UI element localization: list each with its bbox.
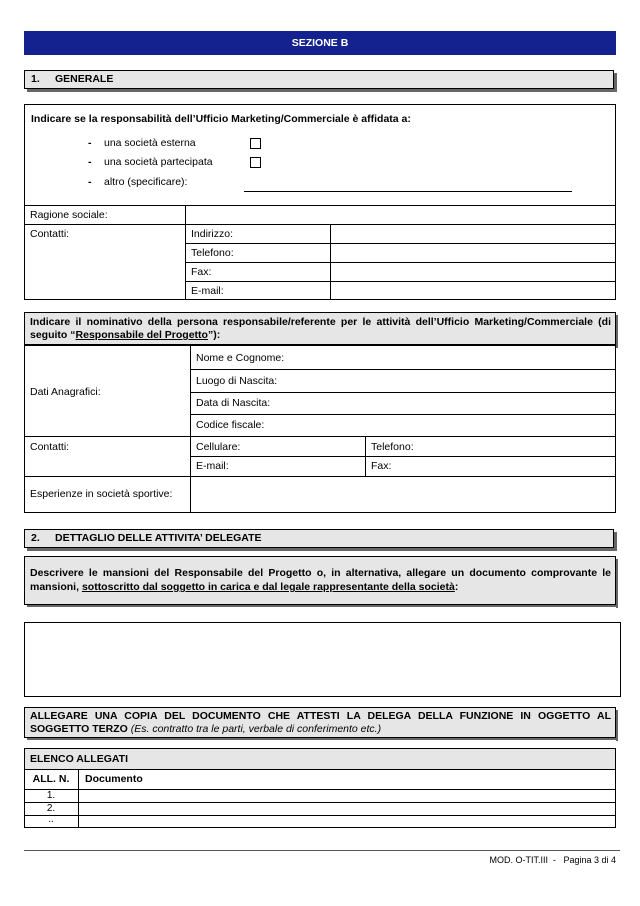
- section-1-title: GENERALE: [55, 73, 114, 85]
- email-label: E-mail:: [191, 285, 224, 297]
- divider: [24, 436, 616, 437]
- mansioni-answer-field[interactable]: [24, 622, 621, 697]
- mansioni-text-a: Descrivere le mansioni del Responsabile del Progetto o, in alternativa, allegare un documento comprovante le mansioni,: [30, 567, 611, 593]
- email-field[interactable]: [331, 282, 615, 299]
- data-nascita-label: Data di Nascita:: [196, 397, 271, 409]
- divider: [190, 456, 616, 457]
- shadow: [27, 605, 618, 607]
- cellulare-label[interactable]: Cellulare:: [196, 441, 241, 453]
- documento-field-2[interactable]: [79, 803, 615, 815]
- ragione-sociale-label: Ragione sociale:: [30, 209, 108, 221]
- col-all-n-header: ALL. N.: [32, 773, 70, 785]
- telefono-field[interactable]: [331, 244, 615, 261]
- divider: [24, 769, 616, 770]
- telefono-responsabile-label[interactable]: Telefono:: [371, 441, 414, 453]
- luogo-nascita-field[interactable]: [300, 370, 615, 391]
- intro-text-end: ”):: [207, 329, 221, 341]
- row-number: ..: [48, 814, 54, 825]
- row-number: 1.: [46, 790, 56, 801]
- option-label-partecipata: una società partecipata: [104, 156, 213, 168]
- footer-page-info: MOD. O-TIT.III - Pagina 3 di 4: [489, 855, 616, 865]
- footer-rule: [24, 850, 620, 851]
- section-2-header: [24, 529, 614, 548]
- data-nascita-field[interactable]: [300, 393, 615, 413]
- section-2-number: 2.: [31, 532, 40, 544]
- altro-specificare-field[interactable]: [244, 191, 572, 192]
- esperienze-field[interactable]: [191, 477, 615, 512]
- intro-text: Indicare il nominativo della persona responsabile/referente per le attività dell’Ufficio Marketing/Commerciale (di seguito “: [30, 316, 611, 341]
- checkbox-societa-partecipata[interactable]: [250, 157, 261, 168]
- responsabile-intro: [30, 316, 611, 342]
- option-label-altro: altro (specificare):: [104, 176, 188, 188]
- indirizzo-field[interactable]: [331, 225, 615, 242]
- col-documento-header: Documento: [85, 773, 143, 785]
- contatti-label: Contatti:: [30, 228, 70, 240]
- mansioni-text-b: :: [454, 581, 459, 593]
- shadow: [616, 559, 618, 608]
- section-2-title: DETTAGLIO DELLE ATTIVITA’ DELEGATE: [55, 532, 262, 544]
- elenco-title: ELENCO ALLEGATI: [30, 753, 128, 765]
- allegare-bold: ALLEGARE UNA COPIA DEL DOCUMENTO CHE ATTESTI LA DELEGA DELLA FUNZIONE IN OGGETTO AL SOGGETTO TERZO: [30, 710, 611, 735]
- allegare-text: [30, 710, 611, 736]
- option-dash: -: [88, 137, 92, 149]
- option-dash: -: [88, 176, 92, 188]
- luogo-nascita-label: Luogo di Nascita:: [196, 375, 278, 387]
- shadow: [616, 315, 618, 348]
- fax-responsabile-label[interactable]: Fax:: [371, 460, 392, 472]
- indirizzo-label: Indirizzo:: [191, 228, 234, 240]
- nome-cognome-field[interactable]: [300, 346, 615, 368]
- section-1-number: 1.: [31, 73, 40, 85]
- codice-fiscale-label: Codice fiscale:: [196, 419, 265, 431]
- fax-label: Fax:: [191, 266, 212, 278]
- intro-underlined: Responsabile del Progetto: [75, 329, 208, 341]
- option-label-esterna: una società esterna: [104, 137, 196, 149]
- documento-field-1[interactable]: [79, 790, 615, 802]
- codice-fiscale-field[interactable]: [300, 415, 615, 435]
- telefono-label: Telefono:: [191, 247, 234, 259]
- responsabilita-question: Indicare se la responsabilità dell’Ufficio Marketing/Commerciale è affidata a:: [31, 113, 411, 125]
- section-banner: SEZIONE B: [24, 31, 616, 55]
- shadow: [27, 738, 618, 740]
- ragione-sociale-field[interactable]: [186, 206, 615, 223]
- fax-field[interactable]: [331, 263, 615, 280]
- mansioni-text: [30, 566, 611, 594]
- email-responsabile-label[interactable]: E-mail:: [196, 460, 229, 472]
- allegare-italic: (Es. contratto tra le parti, verbale di conferimento etc.): [130, 723, 382, 735]
- option-dash: -: [88, 156, 92, 168]
- section-1-header: [24, 70, 614, 89]
- divider: [365, 436, 366, 476]
- dati-anagrafici-label: Dati Anagrafici:: [30, 386, 101, 398]
- nome-cognome-label: Nome e Cognome:: [196, 352, 285, 364]
- row-number: 2.: [46, 803, 56, 814]
- checkbox-societa-esterna[interactable]: [250, 138, 261, 149]
- mansioni-underlined: sottoscritto dal soggetto in carica e dal legale rappresentante della società: [81, 581, 455, 593]
- documento-field-3[interactable]: [79, 816, 615, 827]
- contatti-responsabile-label: Contatti:: [30, 441, 70, 453]
- esperienze-label: Esperienze in società sportive:: [30, 488, 173, 500]
- shadow: [616, 710, 618, 741]
